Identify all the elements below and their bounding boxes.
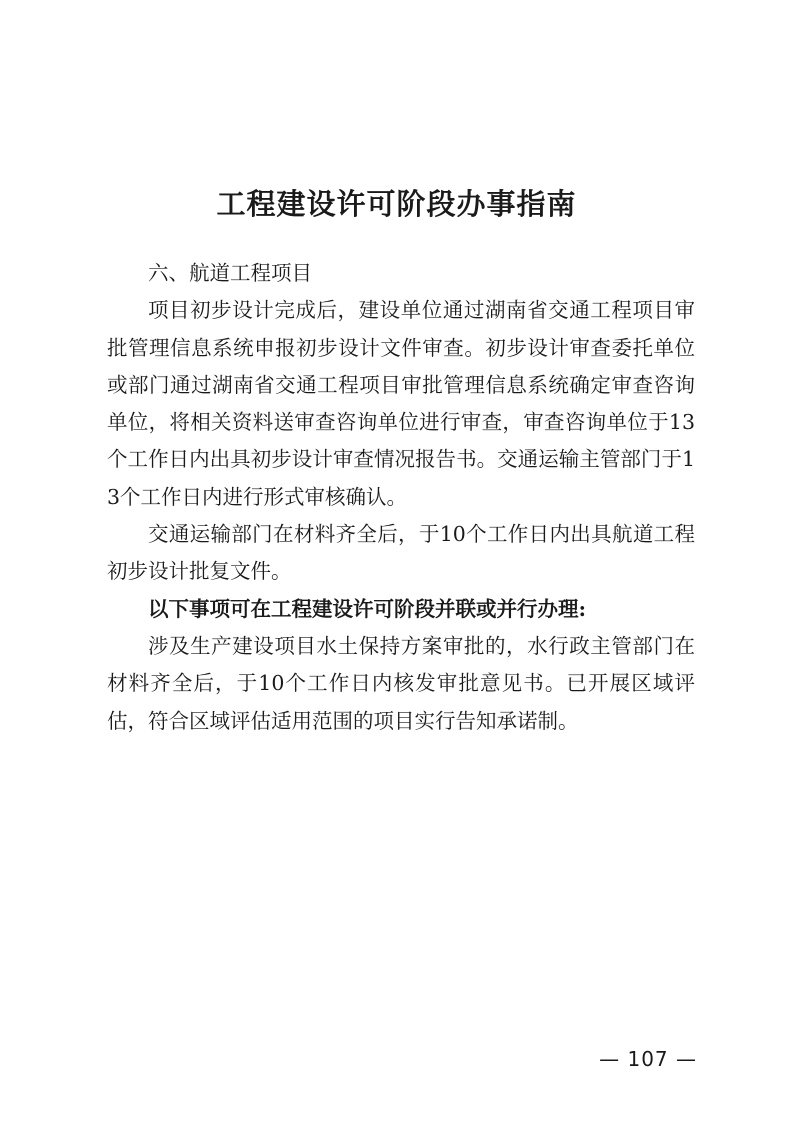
paragraph-approval: 交通运输部门在材料齐全后，于10个工作日内出具航道工程初步设计批复文件。 bbox=[107, 522, 695, 584]
document-body bbox=[107, 255, 695, 740]
section-heading: 六、航道工程项目 bbox=[148, 261, 312, 285]
page-number: — 107 — bbox=[599, 1047, 697, 1071]
page-title: 工程建设许可阶段办事指南 bbox=[216, 187, 577, 221]
paragraph-preliminary-design: 项目初步设计完成后，建设单位通过湖南省交通工程项目审批管理信息系统申报初步设计文件审查。初步设计审查委托单位或部门通过湖南省交通工程项目审批管理信息系统确定审查咨询单位，将相关资料送审查咨询单位进行审查，审查咨询单位于13个工作日内出具初步设计审查情况报告书。交通运输主管部门于13个工作日内进行形式审核确认。 bbox=[107, 298, 695, 509]
paragraph-parallel-items: 涉及生产建设项目水土保持方案审批的，水行政主管部门在材料齐全后，于10个工作日内核发审批意见书。已开展区域评估，符合区域评估适用范围的项目实行告知承诺制。 bbox=[107, 633, 695, 733]
parallel-handling-heading: 以下事项可在工程建设许可阶段并联或并行办理: bbox=[148, 596, 587, 621]
